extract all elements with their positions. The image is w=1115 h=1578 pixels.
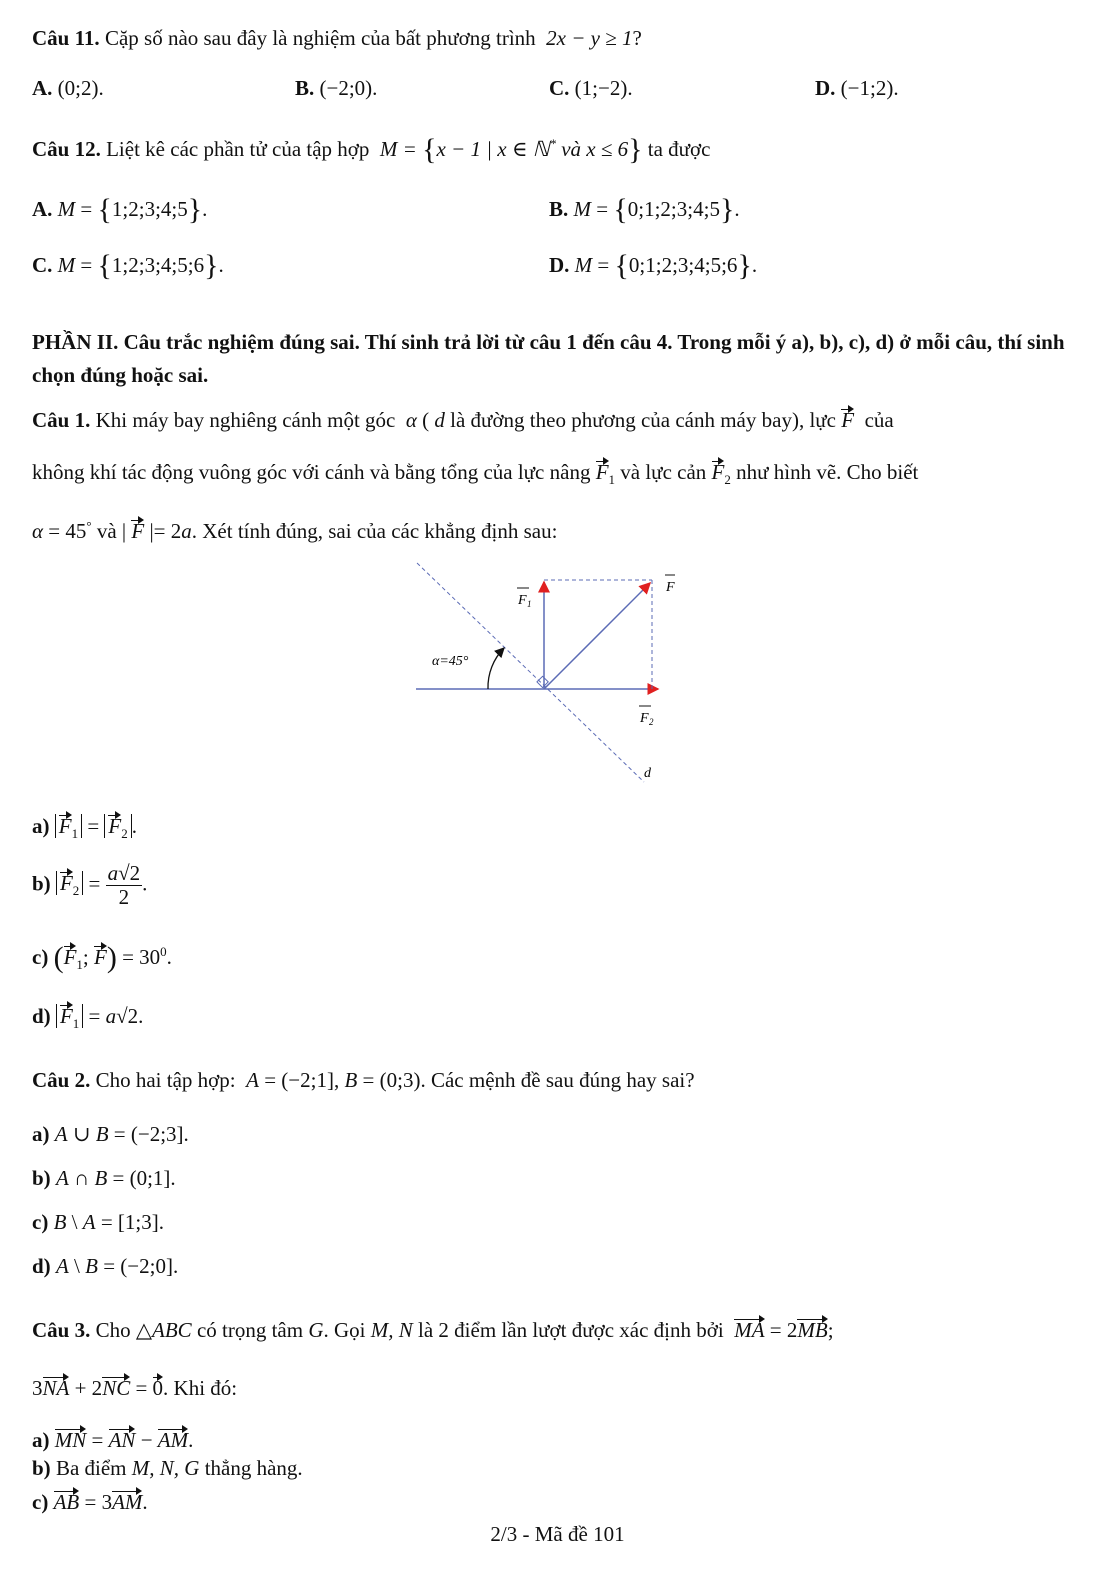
option-value: 0;1;2;3;4;5;6 xyxy=(628,253,738,277)
c2-item-c: c) B \ A = [1;3]. xyxy=(32,1210,164,1234)
part-2-heading: PHẦN II. Câu trắc nghiệm đúng sai. Thí sinh trả lời từ câu 1 đến câu 4. Trong mỗi ý a), b), c), d) ở mỗi câu, thí sinh chọn đúng hoặc sai. xyxy=(32,330,1065,387)
c1-item-a: a) $F_1 = F_2$ . xyxy=(32,814,137,842)
f2-label xyxy=(639,706,654,727)
option-label: D. xyxy=(815,76,836,100)
question-text: Cặp số nào sau đây là nghiệm của bất phương trình xyxy=(104,26,536,50)
option-a: A. M = {1;2;3;4;5}. xyxy=(32,193,208,226)
option-c xyxy=(549,76,633,101)
angle-label: α=45° xyxy=(432,654,469,669)
page-footer: 2/3 - Mã đề 101 xyxy=(490,1522,625,1546)
question-c2: Câu 2. Cho hai tập hợp: A = (−2;1], B = (0;3). Các mệnh đề sau đúng hay sai? xyxy=(32,1068,695,1092)
set-definition: M = {x − 1 | x ∈ ℕ* và x ≤ 6} xyxy=(374,133,643,166)
item-label: d) xyxy=(32,1004,51,1028)
item-label: b) xyxy=(32,1456,51,1480)
text: thẳng hàng. xyxy=(204,1456,303,1480)
c2-item-b: b) A ∩ B = (0;1]. xyxy=(32,1166,176,1190)
text: có trọng tâm xyxy=(196,1318,304,1342)
option-label: C. xyxy=(549,76,570,100)
question-label: Câu 1. xyxy=(32,408,91,432)
item-label: b) xyxy=(32,1166,51,1190)
option-label: A. xyxy=(32,197,53,221)
c1-item-b: b) $F_2$ = $\frac{a√2}{2}$ . xyxy=(32,861,148,910)
text: và xyxy=(96,519,117,543)
item-value: (0;1]. xyxy=(129,1166,176,1190)
c3-item-b: b) Ba điểm M, N, G thẳng hàng. xyxy=(32,1456,303,1480)
force-diagram xyxy=(412,560,708,784)
text: của xyxy=(864,408,894,432)
question-label: Câu 11. xyxy=(32,26,100,50)
option-label: B. xyxy=(549,197,569,221)
option-value: (0;2). xyxy=(57,76,104,100)
question-label: Câu 3. xyxy=(32,1318,91,1342)
option-value: (−1;2). xyxy=(840,76,899,100)
question-c3-line2: 3NA + 2NC = 0. Khi đó: xyxy=(32,1376,238,1400)
option-b: B. M = {0;1;2;3;4;5}. xyxy=(549,193,740,226)
question-label: Câu 2. xyxy=(32,1068,91,1092)
question-label: Câu 12. xyxy=(32,137,101,161)
svg-text:F: F xyxy=(666,580,675,595)
text: không khí tác động vuông góc với cánh và bằng tổng của lực nâng xyxy=(32,460,591,484)
c1-item-d: d) $F_1 = a√2$. xyxy=(32,1004,144,1032)
text: Cho xyxy=(95,1318,131,1342)
svg-text:F: F xyxy=(518,593,527,608)
question-tail: . Các mệnh đề sau đúng hay sai? xyxy=(420,1068,695,1092)
option-value: (1;−2). xyxy=(574,76,633,100)
c3-item-c: c) AB = 3AM. xyxy=(32,1490,148,1514)
svg-text:F: F xyxy=(640,711,649,726)
vector-f xyxy=(544,583,650,689)
question-12 xyxy=(32,133,711,166)
item-label: c) xyxy=(32,1490,49,1514)
question-text: Liệt kê các phần tử của tập hợp xyxy=(106,137,370,161)
text: là đường theo phương của cánh máy bay), lực xyxy=(450,408,836,432)
text: Khi máy bay nghiêng cánh một góc xyxy=(95,408,396,432)
question-c1-line2: không khí tác động vuông góc với cánh và bằng tổng của lực nâng $F_1$ và lực cản $F_2$ như hình vẽ. Cho biết xyxy=(32,460,919,488)
item-value: (−2;0]. xyxy=(120,1254,179,1278)
f-label xyxy=(665,575,675,595)
question-11: Câu 11. Cặp số nào sau đây là nghiệm của bất phương trình 2x − y ≥ 1? xyxy=(32,26,642,50)
option-label: C. xyxy=(32,253,53,277)
question-c3-line1: Câu 3. Cho △ABC có trọng tâm G. Gọi M, N là 2 điểm lần lượt được xác định bởi MA = 2MB; xyxy=(32,1318,834,1342)
text: Ba điểm xyxy=(55,1456,127,1480)
option-value: 1;2;3;4;5 xyxy=(111,197,188,221)
text: . Khi đó: xyxy=(163,1376,238,1400)
text: như hình vẽ. Cho biết xyxy=(736,460,919,484)
item-value: [1;3]. xyxy=(117,1210,164,1234)
item-label: a) xyxy=(32,1122,50,1146)
option-value: 0;1;2;3;4;5 xyxy=(627,197,720,221)
option-d xyxy=(815,76,899,101)
c2-item-d: d) A \ B = (−2;0]. xyxy=(32,1254,179,1278)
question-c1-line1: Câu 1. Khi máy bay nghiêng cánh một góc α ( d là đường theo phương của cánh máy bay), lực F của xyxy=(32,408,894,432)
angle-arc xyxy=(488,648,504,689)
option-label: A. xyxy=(32,76,53,100)
text: . Gọi xyxy=(323,1318,366,1342)
option-value: (−2;0). xyxy=(319,76,378,100)
c2-item-a: a) A ∪ B = (−2;3]. xyxy=(32,1122,189,1146)
d-label: d xyxy=(644,766,651,781)
option-label: B. xyxy=(295,76,315,100)
item-label: c) xyxy=(32,945,49,969)
inequality: 2x − y ≥ 1 xyxy=(540,26,633,50)
question-c1-line3: α = 45° và | F |= 2a. Xét tính đúng, sai của các khẳng định sau: xyxy=(32,518,558,543)
option-value: 1;2;3;4;5;6 xyxy=(111,253,205,277)
c1-item-c: c) ($F_1$; $F) = 30^0$. xyxy=(32,941,172,974)
option-a xyxy=(32,76,104,101)
c3-item-a: a) MN = AN − AM. xyxy=(32,1428,194,1452)
option-c: C. M = {1;2;3;4;5;6}. xyxy=(32,249,224,282)
svg-text:1: 1 xyxy=(527,599,532,609)
item-label: a) xyxy=(32,814,50,838)
svg-text:2: 2 xyxy=(649,717,654,727)
text: và lực cản xyxy=(620,460,707,484)
line-d xyxy=(417,563,644,782)
f1-label xyxy=(517,588,532,609)
item-label: a) xyxy=(32,1428,50,1452)
item-label: b) xyxy=(32,871,51,896)
question-text: Cho hai tập hợp: xyxy=(95,1068,236,1092)
option-b xyxy=(295,76,377,101)
item-value: (−2;3]. xyxy=(130,1122,189,1146)
question-tail: ta được xyxy=(647,137,711,161)
option-label: D. xyxy=(549,253,570,277)
text: . Xét tính đúng, sai của các khẳng định sau: xyxy=(191,519,558,543)
item-label: c) xyxy=(32,1210,49,1234)
text: là 2 điểm lần lượt được xác định bởi xyxy=(418,1318,724,1342)
item-label: d) xyxy=(32,1254,51,1278)
option-d: D. M = {0;1;2;3;4;5;6}. xyxy=(549,249,758,282)
